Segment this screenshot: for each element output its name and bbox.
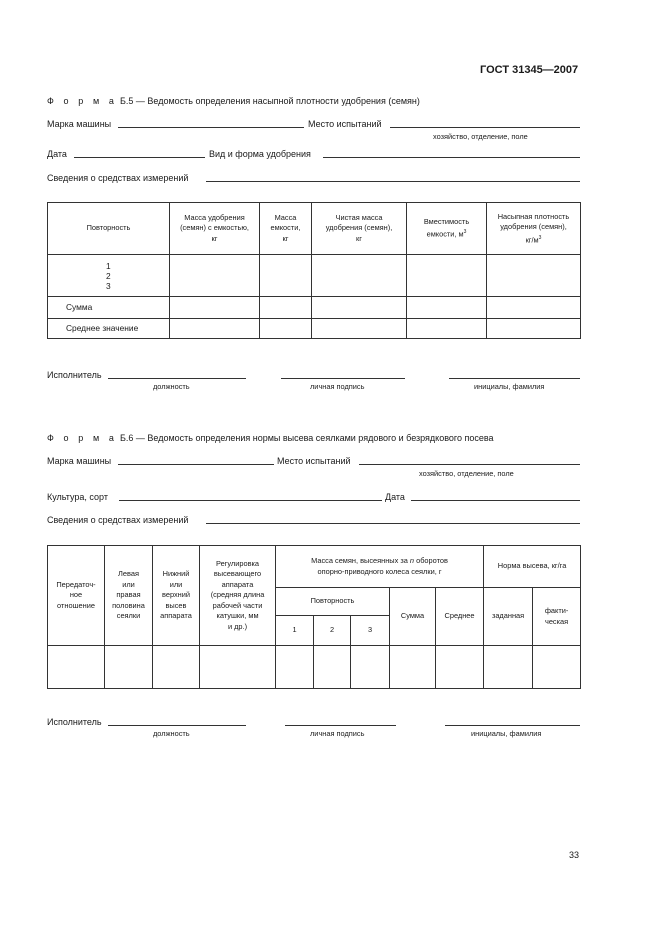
b5-signature-caption: личная подпись <box>310 382 365 391</box>
b6-col-half: Левая или правая половина сеялки <box>105 546 153 646</box>
b5-cell[interactable] <box>260 319 312 339</box>
b5-cell[interactable] <box>487 319 581 339</box>
b6-mass-group <box>276 546 484 588</box>
b6-date-field[interactable] <box>411 500 580 501</box>
b5-repetition-numbers <box>48 255 170 297</box>
b6-rep-1: 1 <box>276 616 314 646</box>
b6-cell[interactable] <box>436 646 484 689</box>
b6-col-sum: Сумма <box>390 588 436 646</box>
b5-cell[interactable] <box>170 297 260 319</box>
b6-instr-field[interactable] <box>206 523 580 524</box>
b6-col-rate-actual: факти- ческая <box>533 588 581 646</box>
b6-machine-field[interactable] <box>118 464 274 465</box>
b6-col-rate-set: заданная <box>484 588 533 646</box>
b6-mass-group-pre: Масса семян, высеянных за <box>311 556 410 565</box>
b5-col-bulk-density-sup: 3 <box>538 234 542 241</box>
b5-cell[interactable] <box>407 319 487 339</box>
b5-cell[interactable] <box>407 255 487 297</box>
b6-cell[interactable] <box>533 646 581 689</box>
b5-cell[interactable] <box>487 297 581 319</box>
b6-cell[interactable] <box>153 646 200 689</box>
b5-instr-field[interactable] <box>206 181 580 182</box>
b6-machine-label: Марка машины <box>47 456 112 466</box>
b5-initials-field[interactable] <box>449 378 580 379</box>
b5-col-capacity <box>407 203 487 255</box>
b5-col-bulk-density-text: Насыпная плотность удобрения (семян), кг/м <box>497 211 570 244</box>
b6-cell[interactable] <box>105 646 153 689</box>
b5-cell[interactable] <box>170 255 260 297</box>
b5-position-field[interactable] <box>108 378 246 379</box>
b5-cell[interactable] <box>312 319 407 339</box>
b6-crop-field[interactable] <box>119 500 382 501</box>
b5-position-caption: должность <box>153 382 190 391</box>
form-b5-title <box>47 96 420 106</box>
b5-cell[interactable] <box>487 255 581 297</box>
b6-repetition-header: Повторность <box>276 588 390 616</box>
b6-instr-label: Сведения о средствах измерений <box>47 515 189 525</box>
b6-position-field[interactable] <box>108 725 246 726</box>
b6-date-label: Дата <box>385 492 405 502</box>
b5-col-capacity-text: Вместимость емкости, м <box>423 216 470 239</box>
b6-col-mean: Среднее <box>436 588 484 646</box>
b6-initials-caption: инициалы, фамилия <box>471 729 542 738</box>
b5-date-label: Дата <box>47 149 67 159</box>
b5-col-capacity-sup: 3 <box>463 229 467 236</box>
b5-initials-caption: инициалы, фамилия <box>474 382 545 391</box>
b6-rep-3: 3 <box>351 616 390 646</box>
b6-cell[interactable] <box>200 646 276 689</box>
b5-fert-label: Вид и форма удобрения <box>209 149 311 159</box>
b5-col-net-mass: Чистая масса удобрения (семян), кг <box>312 203 407 255</box>
b6-cell[interactable] <box>484 646 533 689</box>
page-number: 33 <box>569 850 580 860</box>
b5-col-mass-with-container: Масса удобрения (семян) с емкостью, кг <box>170 203 260 255</box>
b5-cell[interactable] <box>407 297 487 319</box>
b5-cell[interactable] <box>312 255 407 297</box>
b6-cell[interactable] <box>276 646 314 689</box>
b5-cell[interactable] <box>170 319 260 339</box>
b5-executor-label: Исполнитель <box>47 370 102 380</box>
b5-cell[interactable] <box>260 255 312 297</box>
b6-rate-group: Норма высева, кг/га <box>484 546 581 588</box>
b5-rep-2: 2 <box>106 270 111 281</box>
b6-position-caption: должность <box>153 729 190 738</box>
b6-cell[interactable] <box>390 646 436 689</box>
b5-table <box>47 202 581 339</box>
b5-signature-field[interactable] <box>281 378 405 379</box>
b6-signature-field[interactable] <box>285 725 396 726</box>
b5-sum-label: Сумма <box>48 297 170 319</box>
b6-col-seeder: Нижний или верхний высев аппарата <box>153 546 200 646</box>
b5-mean-label: Среднее значение <box>48 319 170 339</box>
form-b6-label: Ф о р м а <box>47 433 118 443</box>
b5-place-field[interactable] <box>390 127 580 128</box>
standard-number: ГОСТ 31345—2007 <box>480 64 579 76</box>
b6-cell[interactable] <box>351 646 390 689</box>
b5-rep-1: 1 <box>106 260 111 271</box>
b6-col-transfer: Передаточ- ное отношение <box>48 546 105 646</box>
b6-place-label: Место испытаний <box>277 456 351 466</box>
b6-mass-group-n: n <box>409 556 415 565</box>
b5-place-label: Место испытаний <box>308 119 382 129</box>
b6-col-adjust: Регулировка высевающего аппарата (средняя длина рабочей части катушки, мм и др.) <box>200 546 276 646</box>
form-b6-title-text: Б.6 — Ведомость определения нормы высева сеялками рядового и безрядкового посева <box>119 433 494 443</box>
b6-initials-field[interactable] <box>445 725 580 726</box>
b5-date-field[interactable] <box>74 157 205 158</box>
b6-crop-label: Культура, сорт <box>47 492 108 502</box>
form-b5-title-text: Б.5 — Ведомость определения насыпной плотности удобрения (семян) <box>119 96 420 106</box>
b5-cell[interactable] <box>260 297 312 319</box>
b5-instr-label: Сведения о средствах измерений <box>47 173 189 183</box>
b6-signature-caption: личная подпись <box>310 729 365 738</box>
b5-col-repetition: Повторность <box>48 203 170 255</box>
b6-mass-group-post: оборотов опорно-приводного колеса сеялки, г <box>317 556 448 576</box>
b6-rep-2: 2 <box>314 616 351 646</box>
b5-machine-label: Марка машины <box>47 119 112 129</box>
b5-rep-3: 3 <box>106 280 111 291</box>
form-b6-title <box>47 433 494 443</box>
b6-executor-label: Исполнитель <box>47 717 102 727</box>
form-b5-label: Ф о р м а <box>47 96 118 106</box>
b6-place-hint: хозяйство, отделение, поле <box>419 469 514 478</box>
b6-table <box>47 545 581 689</box>
b5-col-container-mass: Масса емкости, кг <box>260 203 312 255</box>
b5-col-bulk-density <box>487 203 581 255</box>
b5-fert-field[interactable] <box>323 157 580 158</box>
b5-cell[interactable] <box>312 297 407 319</box>
b5-machine-field[interactable] <box>118 127 304 128</box>
b6-place-field[interactable] <box>359 464 580 465</box>
b6-cell[interactable] <box>48 646 105 689</box>
b6-cell[interactable] <box>314 646 351 689</box>
b5-place-hint: хозяйство, отделение, поле <box>433 132 528 141</box>
